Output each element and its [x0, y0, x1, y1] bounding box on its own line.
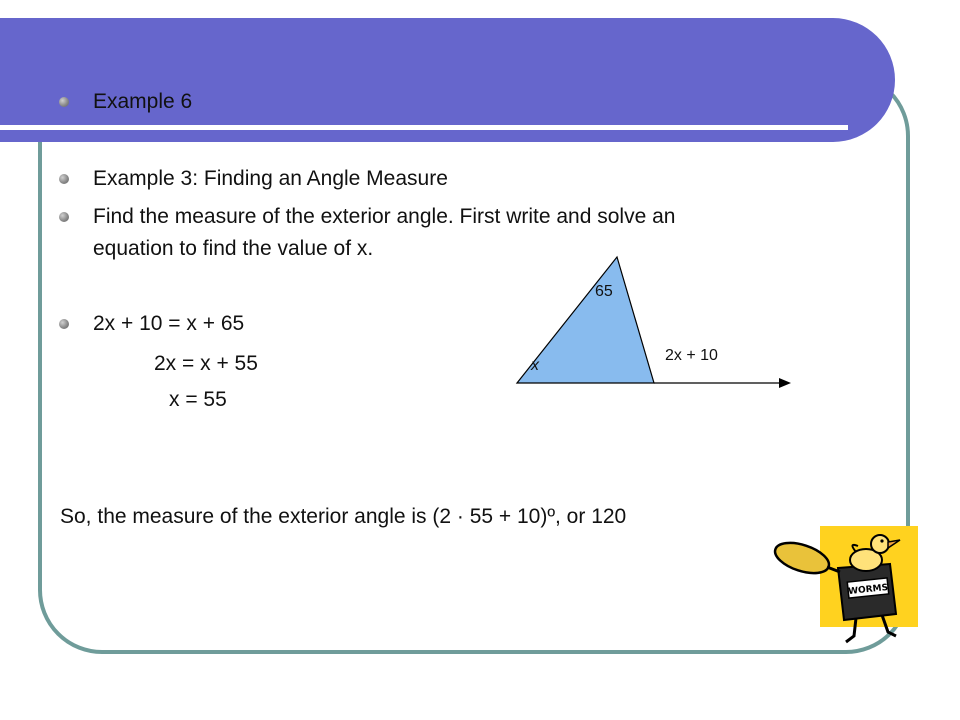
- can-label: WORMS: [847, 582, 889, 598]
- header-band: [0, 18, 895, 142]
- instruction-line-1: Find the measure of the exterior angle. First write and solve an: [93, 205, 676, 228]
- exterior-angle-label: 2x + 10: [665, 347, 718, 364]
- top-angle-label: 65: [595, 283, 613, 300]
- left-angle-label: x: [531, 357, 539, 374]
- triangle-diagram: [500, 250, 800, 400]
- worm-can-bird-clipart: [772, 522, 922, 648]
- equation-step-1: 2x + 10 = x + 65: [93, 312, 245, 335]
- equation-step-2: 2x = x + 55: [154, 352, 258, 375]
- conclusion-text: So, the measure of the exterior angle is (2 · 55 + 10)º, or 120: [60, 505, 627, 528]
- slide-title: Example 6: [93, 90, 193, 113]
- arrowhead-icon: [779, 378, 791, 388]
- equation-step-3: x = 55: [169, 388, 227, 411]
- example-heading: Example 3: Finding an Angle Measure: [93, 167, 448, 190]
- bullet-icon: [59, 212, 69, 222]
- bullet-icon: [59, 97, 69, 107]
- instruction-line-2: equation to find the value of x.: [93, 237, 374, 260]
- header-divider: [0, 125, 848, 130]
- bullet-icon: [59, 319, 69, 329]
- bullet-icon: [59, 174, 69, 184]
